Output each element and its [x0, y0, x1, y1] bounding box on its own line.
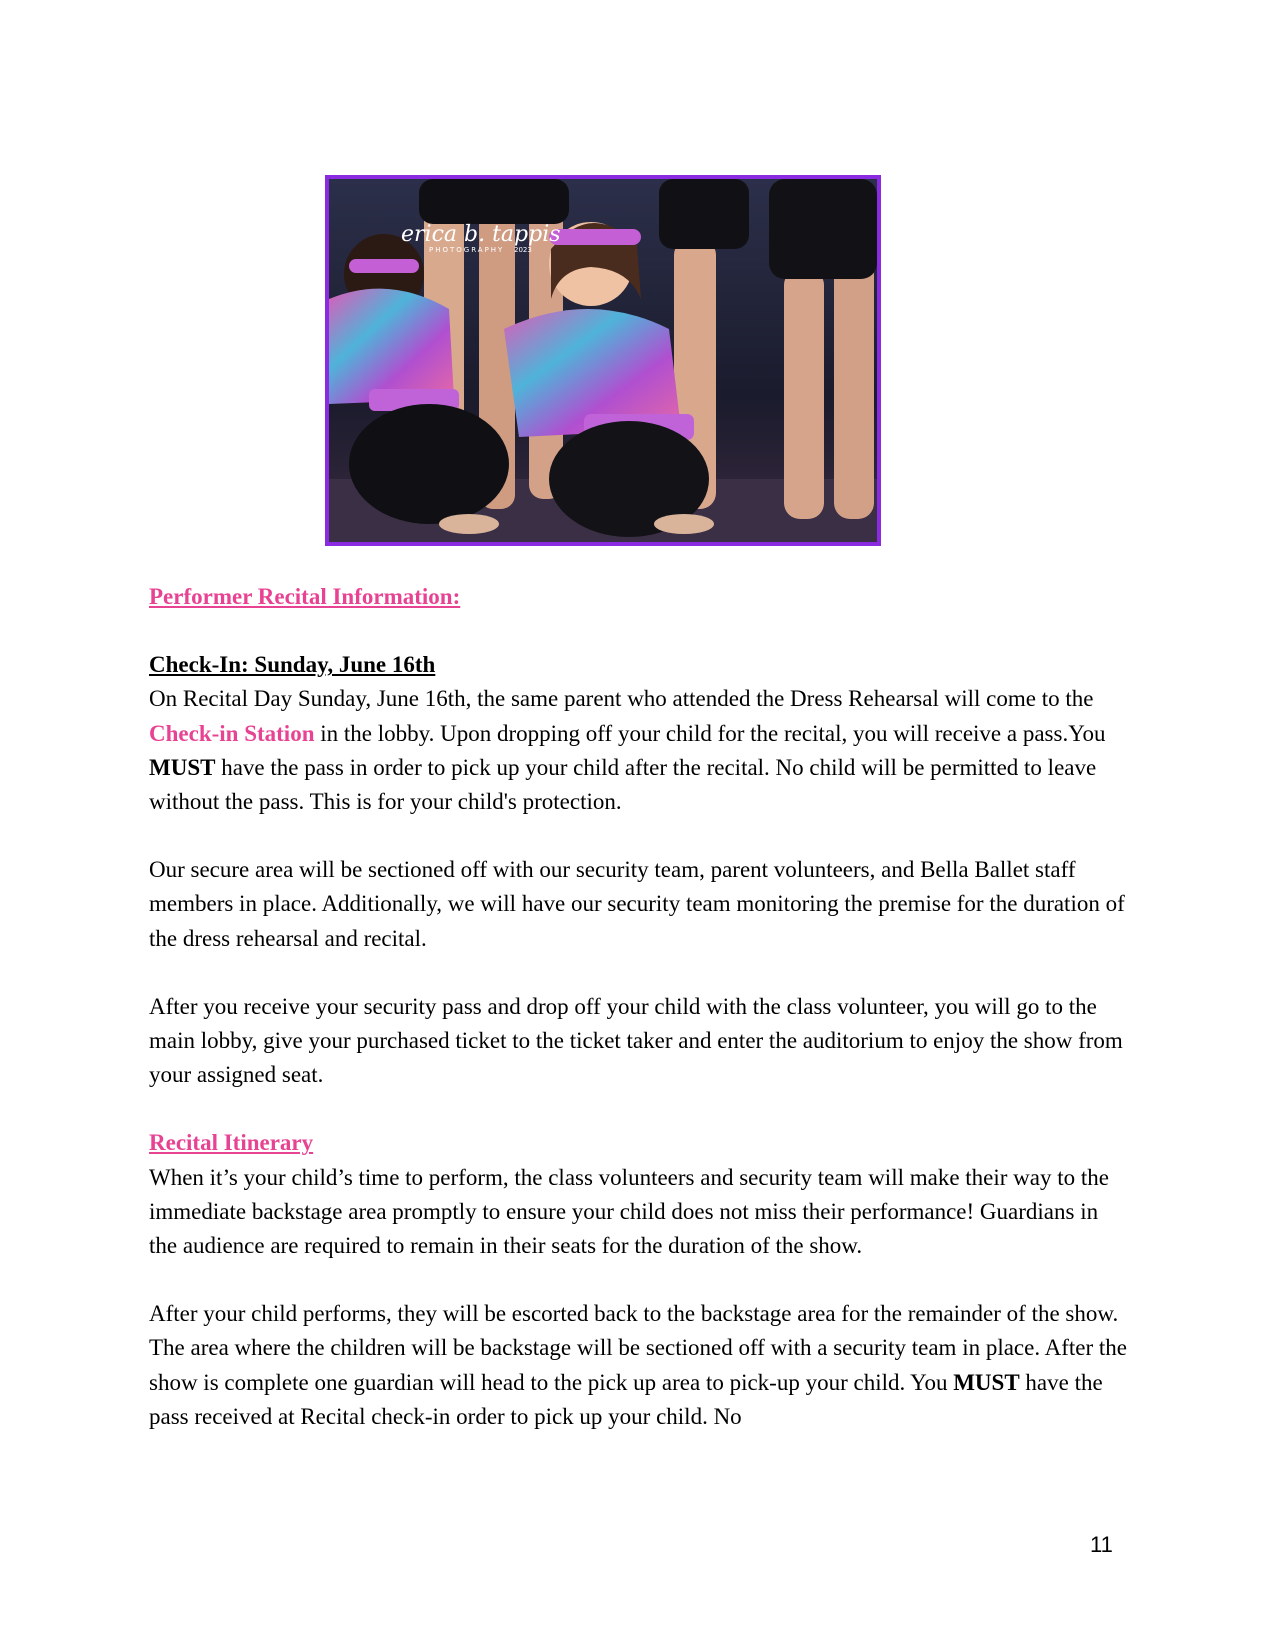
itinerary-paragraph-1: When it’s your child’s time to perform, the class volunteers and security team will make their way to the immediate backstage area promptly to ensure your child does not miss their performance! Guardians in the audience are required to remain in their seats for the duration of the show. — [149, 1164, 1109, 1259]
page-body — [149, 580, 1129, 1434]
section-title: Performer Recital Information: — [149, 584, 461, 609]
photo-watermark-year: 2023 — [514, 246, 532, 254]
checkin-paragraph-1: On Recital Day Sunday, June 16th, the same parent who attended the Dress Rehearsal will come to the Check-in Station in the lobby. Upon dropping off your child for the recital, you will receive a pass.You MUST have the pass in order to pick up your child after the recital. No child will be permitted to leave without the pass. This is for your child's protection. — [149, 686, 1106, 815]
recital-photo — [325, 175, 881, 546]
itinerary-paragraph-2: After your child performs, they will be escorted back to the backstage area for the remainder of the show. The area where the children will be backstage will be sectioned off with a security team in place. After the show is complete one guardian will head to the pick up area to pick-up your child. You MUST have the pass received at Recital check-in order to pick up your child. No — [149, 1301, 1127, 1429]
dancers-photo-illustration — [329, 179, 877, 542]
itinerary-heading: Recital Itinerary — [149, 1130, 314, 1156]
must-emphasis: MUST — [149, 754, 216, 780]
photo-watermark: erica b. tappis — [401, 222, 561, 247]
must-emphasis: MUST — [953, 1369, 1020, 1395]
checkin-paragraph-3: After you receive your security pass and drop off your child with the class volunteer, you will go to the main lobby, give your purchased ticket to the ticket taker and enter the auditorium to enjoy the show from your assigned seat. — [149, 993, 1123, 1088]
checkin-station-highlight: Check-in Station — [149, 720, 315, 746]
photo-watermark-sub: PHOTOGRAPHY — [429, 246, 505, 254]
page-number: 11 — [1090, 1532, 1113, 1557]
checkin-heading: Check-In: Sunday, June 16th — [149, 652, 436, 678]
checkin-paragraph-2: Our secure area will be sectioned off with our security team, parent volunteers, and Bella Ballet staff members in place. Additionally, we will have our security team monitoring the premise for the duration of the dress rehearsal and recital. — [149, 857, 1125, 951]
